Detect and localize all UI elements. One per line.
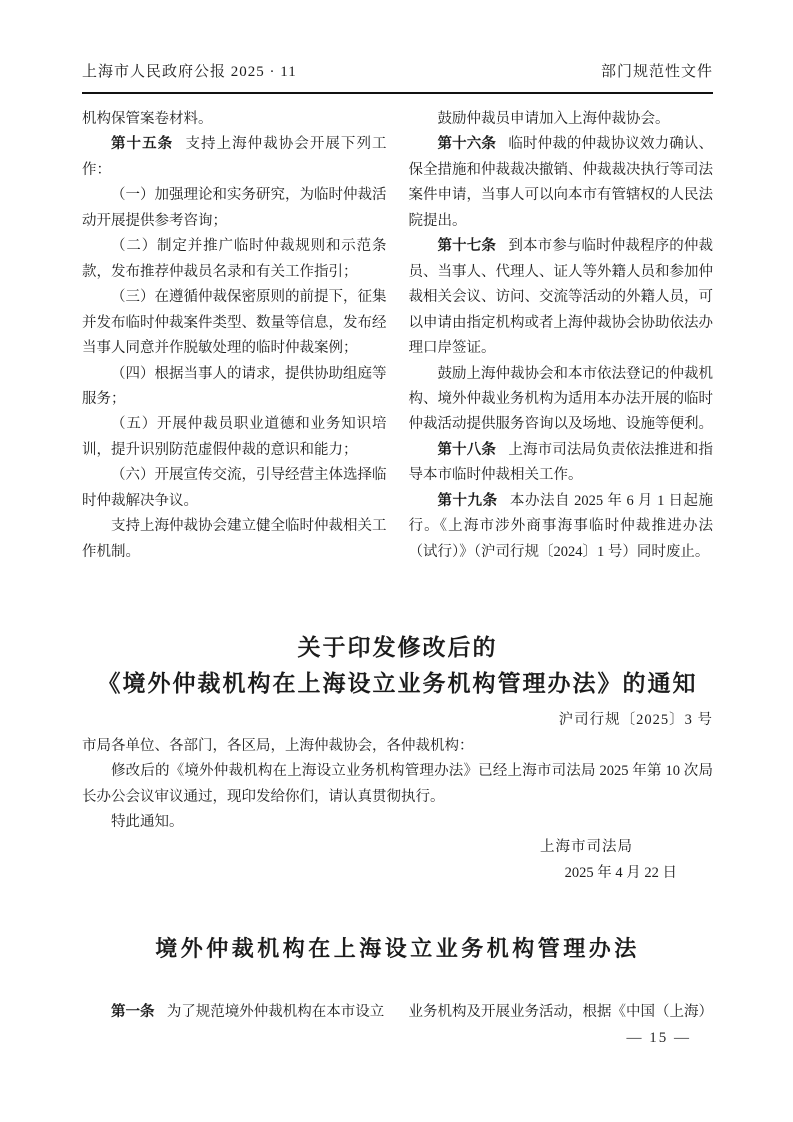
article-number: 第十六条 bbox=[437, 136, 497, 153]
header-left-title: 上海市人民政府公报 2025 · 11 bbox=[82, 64, 297, 80]
paragraph: 第十七条 到本市参与临时仲裁程序的仲裁员、当事人、代理人、证人等外籍人员和参加仲裁相关会议、访问、交流等活动的外籍人员，可以申请由指定机构或者上海仲裁协会协助依法办理口岸签证。 bbox=[408, 238, 713, 357]
article-number: 第一条 bbox=[111, 1004, 155, 1021]
article-number: 第十五条 bbox=[111, 136, 174, 153]
paragraph: 第十八条 上海市司法局负责依法推进和指导本市临时仲裁相关工作。 bbox=[408, 441, 713, 484]
page-number: — 15 — bbox=[626, 1029, 691, 1046]
paragraph: 第一条 为了规范境外仲裁机构在本市设立 bbox=[111, 1004, 385, 1021]
signer-name: 上海市司法局 bbox=[540, 839, 633, 856]
paragraph: 特此通知。 bbox=[111, 813, 184, 830]
gazette-header bbox=[82, 60, 713, 81]
header-right-label: 部门规范性文件 bbox=[600, 64, 713, 80]
notice-salutation: 市局各单位、各部门，各区局，上海仲裁协会，各仲裁机构： bbox=[82, 737, 474, 754]
notice-doc-number: 沪司行规〔2025〕3 号 bbox=[558, 712, 713, 729]
notice-title-line2: 《境外仲裁机构在上海设立业务机构管理办法》的通知 bbox=[97, 670, 698, 697]
paragraph: 第十九条 本办法自 2025 年 6 月 1 日起施行。《上海市涉外商事海事临时仲裁推进办法（试行）》（沪司行规〔2024〕1 号）同时废止。 bbox=[408, 492, 714, 560]
signature-date: 2025 年 4 月 22 日 bbox=[564, 864, 677, 881]
doc1-left-column bbox=[82, 107, 387, 565]
header-rule bbox=[82, 92, 713, 94]
paragraph: 鼓励仲裁员申请加入上海仲裁协会。 bbox=[437, 111, 670, 127]
notice-title bbox=[82, 629, 713, 701]
paragraph: 第十五条 支持上海仲裁协会开展下列工作： bbox=[82, 136, 387, 178]
doc2-title: 境外仲裁机构在上海设立业务机构管理办法 bbox=[155, 936, 640, 962]
notice-body-section bbox=[82, 734, 713, 887]
doc1-right-column bbox=[409, 107, 714, 565]
paragraph: （一）加强理论和实务研究，为临时仲裁活动开展提供参考咨询； bbox=[82, 187, 387, 229]
notice-body bbox=[82, 759, 713, 835]
article-number: 第十八条 bbox=[437, 441, 497, 458]
paragraph: 机构保管案卷材料。 bbox=[82, 111, 213, 127]
notice-title-line1: 关于印发修改后的 bbox=[297, 634, 498, 661]
paragraph: （六）开展宣传交流，引导经营主体选择临时仲裁解决争议。 bbox=[82, 467, 387, 509]
paragraph: （三）在遵循仲裁保密原则的前提下，征集并发布临时仲裁案件类型、数量等信息，发布经当事人同意并作脱敏处理的临时仲裁案例； bbox=[82, 289, 387, 357]
paragraph: 业务机构及开展业务活动，根据《中国（上海） bbox=[408, 1004, 713, 1021]
paragraph: 修改后的《境外仲裁机构在上海设立业务机构管理办法》已经上海市司法局 2025 年第 10 次局长办公会议审议通过，现印发给你们，请认真贯彻执行。 bbox=[82, 763, 713, 805]
paragraph: （五）开展仲裁员职业道德和业务知识培训，提升识别防范虚假仲裁的意识和能力； bbox=[82, 416, 387, 458]
doc2-left-column bbox=[82, 1000, 387, 1025]
article-number: 第十七条 bbox=[437, 238, 497, 255]
paragraph: 支持上海仲裁协会建立健全临时仲裁相关工作机制。 bbox=[82, 518, 387, 560]
article-number: 第十九条 bbox=[437, 492, 498, 509]
paragraph: （二）制定并推广临时仲裁规则和示范条款，发布推荐仲裁员名录和有关工作指引； bbox=[82, 238, 387, 280]
paragraph: （四）根据当事人的请求，提供协助组庭等服务； bbox=[82, 365, 387, 407]
doc1-columns bbox=[82, 107, 713, 565]
paragraph: 第十六条 临时仲裁的仲裁协议效力确认、保全措施和仲裁裁决撤销、仲裁裁决执行等司法案件申请，当事人可以向本市有管辖权的人民法院提出。 bbox=[408, 136, 713, 229]
paragraph: 鼓励上海仲裁协会和本市依法登记的仲裁机构、境外仲裁业务机构为适用本办法开展的临时仲裁活动提供服务咨询以及场地、设施等便利。 bbox=[408, 365, 713, 433]
doc2-right-column bbox=[409, 1000, 714, 1025]
doc2-columns bbox=[82, 1000, 713, 1025]
